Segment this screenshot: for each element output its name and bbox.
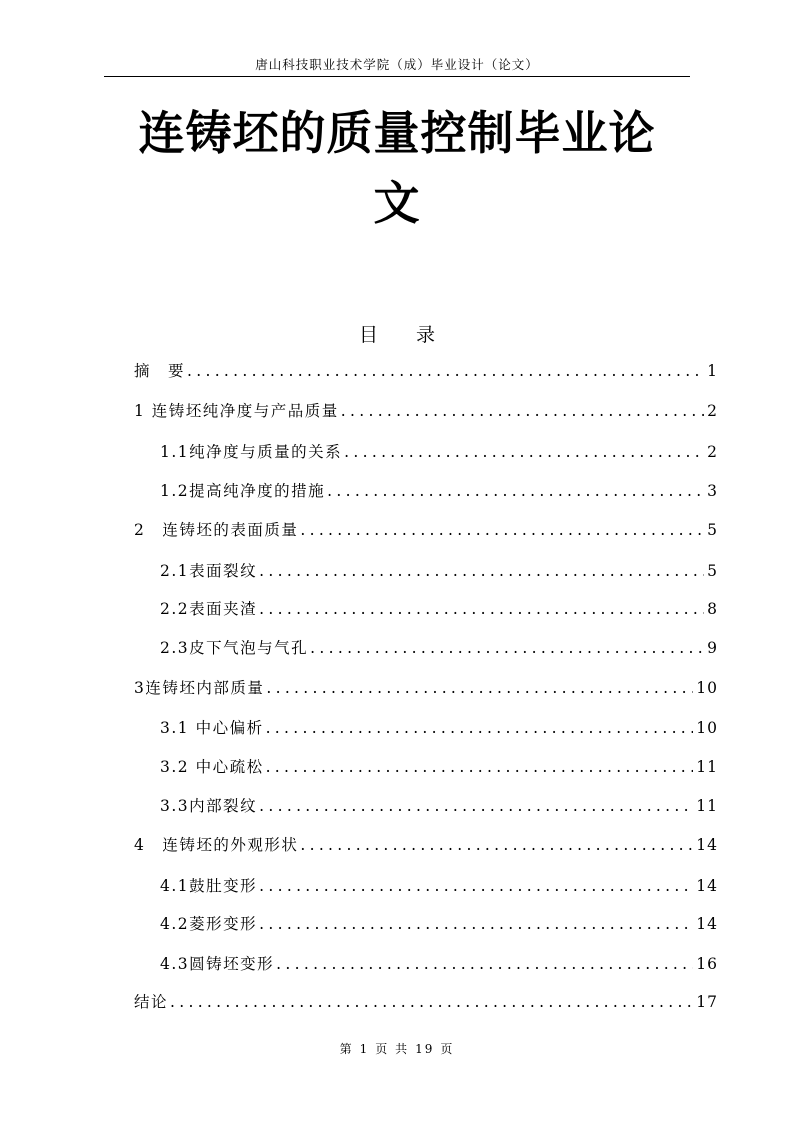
toc-entry-label: 4.2菱形变形 bbox=[160, 915, 258, 933]
toc-entry-abstract[interactable] bbox=[0, 357, 794, 383]
toc-entry-page: 11 bbox=[696, 797, 718, 815]
toc-entry-page: 10 bbox=[696, 679, 718, 697]
toc-leader-dots bbox=[266, 758, 694, 776]
toc-entry-label: 1.2提高纯净度的措施 bbox=[160, 482, 326, 500]
toc-entry-1-1[interactable] bbox=[0, 438, 794, 464]
toc-entry-1[interactable] bbox=[0, 397, 794, 423]
toc-entry-page: 14 bbox=[696, 877, 718, 895]
toc-leader-dots bbox=[259, 600, 704, 618]
toc-entry-label: 4 连铸坯的外观形状 bbox=[134, 836, 299, 854]
toc-entry-label: 1.1纯净度与质量的关系 bbox=[160, 443, 343, 461]
toc-leader-dots bbox=[310, 639, 704, 657]
toc-entry-page: 5 bbox=[707, 521, 718, 539]
toc-entry-2[interactable] bbox=[0, 516, 794, 542]
toc-entry-page: 1 bbox=[707, 362, 718, 380]
footer-middle: 页 共 bbox=[375, 1042, 410, 1056]
footer-current-page: 1 bbox=[359, 1042, 370, 1056]
toc-entry-label: 3.1 中心偏析 bbox=[160, 719, 264, 737]
toc-entry-label: 3连铸坯内部质量 bbox=[134, 679, 265, 697]
toc-entry-label: 2.3皮下气泡与气孔 bbox=[160, 639, 309, 657]
footer-prefix: 第 bbox=[339, 1042, 354, 1056]
toc-entry-label: 2.1表面裂纹 bbox=[160, 562, 258, 580]
toc-entry-page: 16 bbox=[696, 955, 718, 973]
toc-entry-3-2[interactable] bbox=[0, 753, 794, 779]
toc-leader-dots bbox=[344, 443, 704, 461]
toc-leader-dots bbox=[300, 521, 704, 539]
toc-entry-page: 11 bbox=[696, 758, 718, 776]
toc-entry-conclusion[interactable] bbox=[0, 988, 794, 1014]
toc-entry-label: 1 连铸坯纯净度与产品质量 bbox=[134, 402, 339, 420]
document-title bbox=[110, 98, 684, 238]
toc-leader-dots bbox=[266, 679, 693, 697]
toc-entry-4-3[interactable] bbox=[0, 950, 794, 976]
toc-leader-dots bbox=[341, 402, 704, 420]
toc-entry-4[interactable] bbox=[0, 831, 794, 857]
toc-entry-1-2[interactable] bbox=[0, 477, 794, 503]
toc-entry-label: 4.1鼓肚变形 bbox=[160, 877, 258, 895]
footer-total-pages: 19 bbox=[415, 1042, 435, 1056]
toc-entry-2-2[interactable] bbox=[0, 595, 794, 621]
toc-entry-page: 5 bbox=[707, 562, 718, 580]
toc-leader-dots bbox=[259, 915, 693, 933]
toc-leader-dots bbox=[259, 877, 693, 895]
header-rule bbox=[104, 76, 690, 77]
toc-entry-page: 2 bbox=[707, 443, 718, 461]
toc-leader-dots bbox=[276, 955, 693, 973]
toc-entry-4-1[interactable] bbox=[0, 872, 794, 898]
toc-entry-label: 4.3圆铸坯变形 bbox=[160, 955, 275, 973]
title-line-1: 连铸坯的质量控制毕业论 bbox=[138, 106, 656, 160]
toc-entry-page: 8 bbox=[707, 600, 718, 618]
toc-leader-dots bbox=[259, 562, 704, 580]
toc-entry-3-1[interactable] bbox=[0, 714, 794, 740]
toc-entry-3-3[interactable] bbox=[0, 792, 794, 818]
page-footer bbox=[0, 1040, 794, 1057]
toc-entry-page: 14 bbox=[696, 915, 718, 933]
footer-suffix: 页 bbox=[440, 1042, 455, 1056]
toc-entry-label: 3.2 中心疏松 bbox=[160, 758, 264, 776]
toc-entry-label: 3.3内部裂纹 bbox=[160, 797, 258, 815]
toc-leader-dots bbox=[266, 719, 694, 737]
toc-entry-2-3[interactable] bbox=[0, 634, 794, 660]
toc-leader-dots bbox=[187, 362, 704, 380]
toc-entry-4-2[interactable] bbox=[0, 910, 794, 936]
toc-entry-page: 17 bbox=[696, 993, 718, 1011]
toc-entry-label: 2 连铸坯的表面质量 bbox=[134, 521, 299, 539]
toc-entry-label: 2.2表面夹渣 bbox=[160, 600, 258, 618]
toc-entry-2-1[interactable] bbox=[0, 557, 794, 583]
toc-entry-page: 2 bbox=[707, 402, 718, 420]
toc-leader-dots bbox=[259, 797, 693, 815]
toc-entry-page: 14 bbox=[696, 836, 718, 854]
toc-leader-dots bbox=[327, 482, 704, 500]
toc-entry-label: 结论 bbox=[134, 993, 169, 1011]
toc-entry-page: 3 bbox=[707, 482, 718, 500]
toc-entry-page: 10 bbox=[696, 719, 718, 737]
running-header: 唐山科技职业技术学院（成）毕业设计（论文） bbox=[255, 57, 539, 72]
toc-entry-3[interactable] bbox=[0, 674, 794, 700]
toc-leader-dots bbox=[300, 836, 693, 854]
toc-leader-dots bbox=[170, 993, 693, 1011]
toc-entry-page: 9 bbox=[707, 639, 718, 657]
toc-heading: 目 录 bbox=[358, 324, 452, 346]
toc-entry-label: 摘 要 bbox=[134, 362, 186, 380]
title-line-2: 文 bbox=[373, 176, 421, 230]
